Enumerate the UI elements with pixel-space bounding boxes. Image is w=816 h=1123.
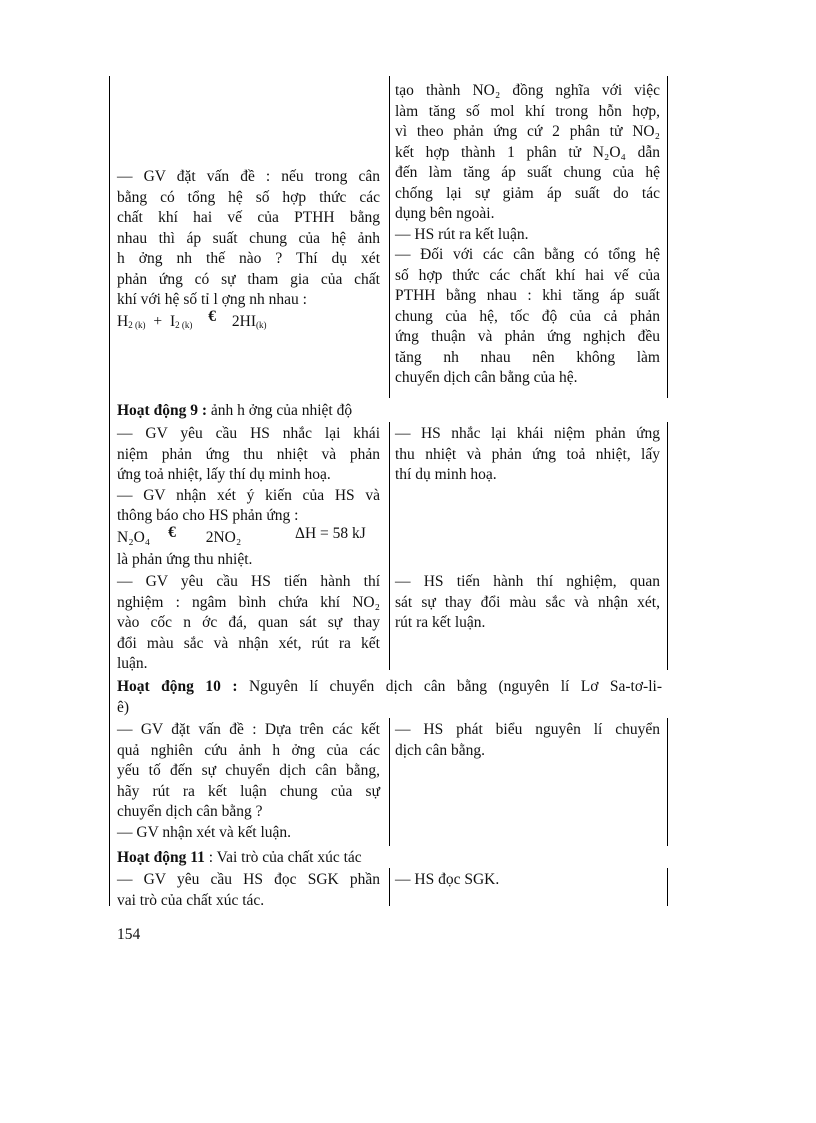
text-line: quả nghiên cứu ảnh h ởng của các [117,741,380,759]
text-line: nhau thì áp suất chung của hệ ảnh [117,229,380,247]
text-line: vào cốc n ớc đá, quan sát sự thay [117,614,380,631]
row4-teacher-text [117,720,380,843]
text-line: — Đối với các cân bằng có tổng hệ [395,246,660,263]
text-line: — GV đặt vấn đề : nếu trong cân [117,168,380,185]
text-line: rút ra kết luận. [395,614,486,631]
table-border-right-3 [667,718,668,846]
text-line: chuyển dịch cân bằng ? [117,803,263,820]
equation-h2-i2: $H_{2 (k)} + I_{2 (k)}$ € $2HI_{(k)}$ [117,308,267,330]
row2-teacher-text-b [117,550,380,571]
text-line: chung của hệ, tốc độ của cả phản [395,307,660,325]
page-number: 154 [117,926,141,943]
text-line: — HS nhắc lại khái niệm phản ứng [395,425,660,442]
table-border-middle-1 [389,76,390,398]
text-line: niệm phản ứng thu nhiệt và phản [117,445,380,463]
text-line: h ởng nh thế nào ? Thí dụ xét [117,250,380,267]
table-border-left [109,76,110,906]
row1-student-text [395,81,660,389]
text-line: — HS đọc SGK. [395,871,500,888]
text-line: số hợp thức các chất khí hai vế của [395,266,660,284]
text-line: chống lại sự giảm áp suất do tác [395,184,660,202]
text-line: hãy rút ra kết luận chung của sự [117,782,380,800]
row4-student-text [395,720,660,761]
row1-teacher-text [117,167,380,311]
text-line: — GV yêu cầu HS đọc SGK phần [117,871,380,888]
text-line: chuyển dịch cân bằng của hệ. [395,369,578,386]
equilibrium-arrow-icon: € [168,524,176,541]
text-line: ứng toả nhiệt, lấy thí dụ minh hoạ. [117,466,331,483]
text-line: yếu tố đến sự chuyển dịch cân bằng, [117,762,380,779]
text-line: làm tăng số mol khí trong hỗn hợp, [395,102,660,120]
text-line: phản ứng có sự tham gia của chất [117,270,380,288]
text-line: — HS tiến hành thí nghiệm, quan [395,573,660,590]
text-line: — GV nhận xét và kết luận. [117,823,292,841]
table-border-right-2 [667,422,668,670]
text-line: vì theo phản ứng cứ 2 phân tử NO₂ [395,123,660,140]
text-line: sát sự thay đổi màu sắc và nhận xét, [395,593,660,611]
text-line: chất khí hai vế của PTHH bằng [117,209,380,226]
table-border-right-4 [667,868,668,906]
text-line: — GV yêu cầu HS tiến hành thí [117,573,380,590]
text-line: — HS rút ra kết luận. [395,225,529,243]
equilibrium-arrow-icon: € [208,308,216,325]
text-line: là phản ứng thu nhiệt. [117,551,253,568]
text-line: thu nhiệt và phản ứng toả nhiệt, lấy [395,445,660,463]
row3-teacher-text [117,572,380,675]
text-line: ứng thuận và phản ứng nghịch đều [395,328,660,345]
text-line: thí dụ minh hoạ. [395,466,497,483]
row5-student-text [395,870,660,891]
text-line: dịch cân bằng. [395,741,485,759]
table-border-middle-4 [389,868,390,906]
activity-11-heading: Hoạt động 11 : Vai trò của chất xúc tác [117,849,362,866]
activity-10-heading: Hoạt động 10 : Nguyên lí chuyển dịch cân bằng (nguyên lí Lơ Sa-tơ-li- ê) [117,678,662,716]
text-line: tăng nh nhau nên không làm [395,348,660,366]
table-border-middle-3 [389,718,390,846]
activity-9-heading: Hoạt động 9 : ảnh h ởng của nhiệt độ [117,402,353,419]
text-line: vai trò của chất xúc tác. [117,891,265,909]
row2-student-text [395,424,660,486]
text-line: kết hợp thành 1 phân tử N₂O₄ dẫn [395,143,660,161]
text-line: khí với hệ số tỉ l ợng nh nhau : [117,291,307,308]
text-line: — GV nhận xét ý kiến của HS và [117,486,380,504]
text-line: đổi màu sắc và nhận xét, rút ra kết [117,634,380,652]
text-line: thông báo cho HS phản ứng : [117,507,299,524]
text-line: — HS phát biểu nguyên lí chuyển [395,721,660,738]
text-line: bằng có tổng hệ số hợp thức các [117,188,380,206]
text-line: — GV đặt vấn đề : Dựa trên các kết [117,721,380,738]
text-line: PTHH bằng nhau : khi tăng áp suất [395,287,660,304]
text-line: — GV yêu cầu HS nhắc lại khái [117,425,380,442]
row2-teacher-text [117,424,380,527]
text-line: luận. [117,655,148,672]
table-border-right-1 [667,76,668,398]
equation-n2o4: N₂O₄ € 2NO₂ ΔH = 58 kJ [117,524,366,546]
row5-teacher-text [117,870,380,911]
text-line: nghiệm : ngâm bình chứa khí NO₂ [117,593,380,611]
text-line: dụng bên ngoài. [395,205,495,222]
table-border-middle-2 [389,422,390,670]
text-line: đến làm tăng áp suất chung của hệ [395,164,660,181]
row3-student-text [395,572,660,634]
text-line: tạo thành NO₂ đồng nghĩa với việc [395,82,660,99]
